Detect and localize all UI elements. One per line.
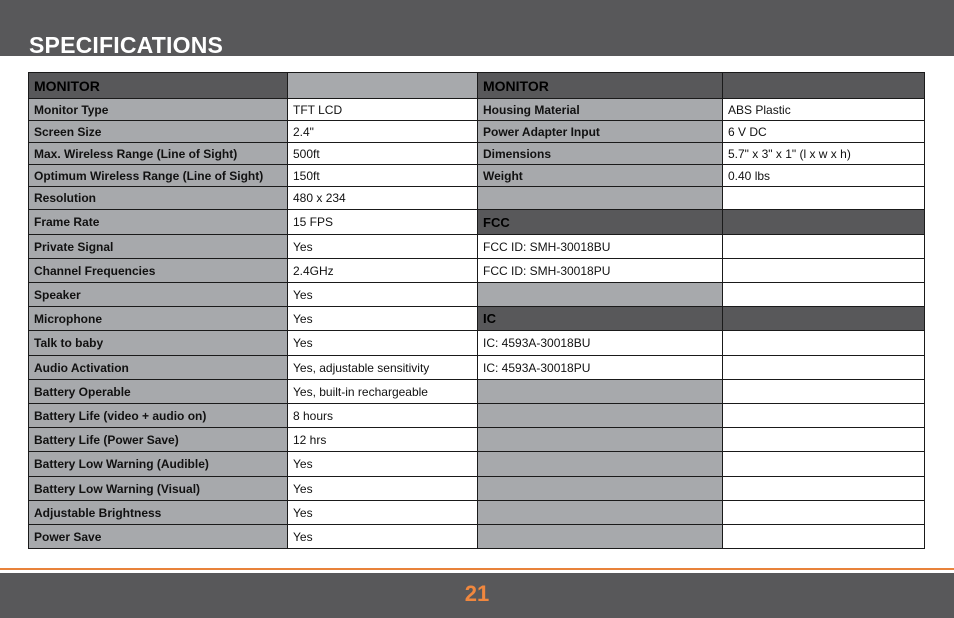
spec-label: Speaker [29, 283, 288, 307]
spec-label: Frame Rate [29, 210, 288, 235]
table-row [29, 331, 925, 356]
page-number: 21 [464, 581, 490, 606]
table-row [29, 235, 925, 259]
spec-value: Yes [288, 307, 478, 331]
spec-value: Yes [288, 331, 478, 356]
spec-value: IC: 4593A-30018BU [478, 331, 723, 356]
spec-value: 500ft [288, 143, 478, 165]
empty-cell [723, 477, 925, 501]
page-title: SPECIFICATIONS [29, 32, 224, 58]
spec-label: Microphone [29, 307, 288, 331]
spec-value: FCC ID: SMH-30018PU [478, 259, 723, 283]
table-row [29, 99, 925, 121]
spec-label: Battery Low Warning (Audible) [29, 452, 288, 477]
header-blank-cell [288, 73, 478, 99]
table-row [29, 452, 925, 477]
table-row [29, 477, 925, 501]
empty-cell [723, 404, 925, 428]
table-row [29, 165, 925, 187]
section-header-ic: IC [478, 307, 723, 331]
section-header-fcc: FCC [478, 210, 723, 235]
table-row [29, 283, 925, 307]
table-row [29, 187, 925, 210]
empty-cell [478, 501, 723, 525]
spec-label: Monitor Type [29, 99, 288, 121]
table-header-row [29, 73, 925, 99]
spec-label: Audio Activation [29, 356, 288, 380]
spec-value: 2.4" [288, 121, 478, 143]
spec-value: TFT LCD [288, 99, 478, 121]
spec-value: 12 hrs [288, 428, 478, 452]
empty-cell [478, 283, 723, 307]
spec-label: Channel Frequencies [29, 259, 288, 283]
spec-value: 8 hours [288, 404, 478, 428]
table-row [29, 143, 925, 165]
table-row [29, 428, 925, 452]
spec-label: Talk to baby [29, 331, 288, 356]
spec-value: 0.40 lbs [723, 165, 925, 187]
section-header-monitor-left: MONITOR [29, 73, 288, 99]
empty-cell [478, 477, 723, 501]
table-row [29, 525, 925, 549]
spec-label: Housing Material [478, 99, 723, 121]
empty-cell [478, 380, 723, 404]
spec-label: Weight [478, 165, 723, 187]
spec-value: 150ft [288, 165, 478, 187]
empty-cell [723, 283, 925, 307]
table-row [29, 259, 925, 283]
spec-value: Yes, built-in rechargeable [288, 380, 478, 404]
table-row [29, 307, 925, 331]
spec-label: Adjustable Brightness [29, 501, 288, 525]
header-blank-cell [723, 210, 925, 235]
table-row [29, 404, 925, 428]
table-row [29, 380, 925, 404]
spec-value: Yes [288, 525, 478, 549]
spec-label: Screen Size [29, 121, 288, 143]
empty-cell [723, 380, 925, 404]
spec-label: Optimum Wireless Range (Line of Sight) [29, 165, 288, 187]
spec-value: 6 V DC [723, 121, 925, 143]
spec-label: Battery Life (video + audio on) [29, 404, 288, 428]
empty-cell [478, 525, 723, 549]
spec-value: FCC ID: SMH-30018BU [478, 235, 723, 259]
empty-cell [478, 187, 723, 210]
spec-label: Battery Life (Power Save) [29, 428, 288, 452]
spec-value: Yes [288, 477, 478, 501]
specifications-table [28, 72, 925, 549]
spec-value: Yes [288, 235, 478, 259]
spec-label: Power Adapter Input [478, 121, 723, 143]
spec-value: ABS Plastic [723, 99, 925, 121]
empty-cell [723, 501, 925, 525]
empty-cell [723, 259, 925, 283]
empty-cell [723, 331, 925, 356]
spec-label: Battery Operable [29, 380, 288, 404]
table-row [29, 121, 925, 143]
page-footer [0, 573, 954, 618]
table-row [29, 501, 925, 525]
header-blank-cell [723, 73, 925, 99]
spec-label: Private Signal [29, 235, 288, 259]
section-header-monitor-right: MONITOR [478, 73, 723, 99]
header-blank-cell [723, 307, 925, 331]
empty-cell [723, 428, 925, 452]
spec-value: 2.4GHz [288, 259, 478, 283]
spec-label: Resolution [29, 187, 288, 210]
spec-value: Yes, adjustable sensitivity [288, 356, 478, 380]
table-row [29, 210, 925, 235]
spec-label: Power Save [29, 525, 288, 549]
empty-cell [723, 187, 925, 210]
table-row [29, 356, 925, 380]
spec-value: Yes [288, 283, 478, 307]
spec-value: Yes [288, 452, 478, 477]
empty-cell [478, 452, 723, 477]
footer-divider [0, 568, 954, 570]
empty-cell [723, 525, 925, 549]
spec-value: 480 x 234 [288, 187, 478, 210]
spec-value: IC: 4593A-30018PU [478, 356, 723, 380]
page-header [0, 0, 954, 56]
spec-label: Dimensions [478, 143, 723, 165]
empty-cell [478, 404, 723, 428]
spec-value: 5.7" x 3" x 1" (l x w x h) [723, 143, 925, 165]
spec-value: Yes [288, 501, 478, 525]
spec-value: 15 FPS [288, 210, 478, 235]
empty-cell [478, 428, 723, 452]
empty-cell [723, 235, 925, 259]
spec-label: Max. Wireless Range (Line of Sight) [29, 143, 288, 165]
spec-label: Battery Low Warning (Visual) [29, 477, 288, 501]
empty-cell [723, 356, 925, 380]
empty-cell [723, 452, 925, 477]
